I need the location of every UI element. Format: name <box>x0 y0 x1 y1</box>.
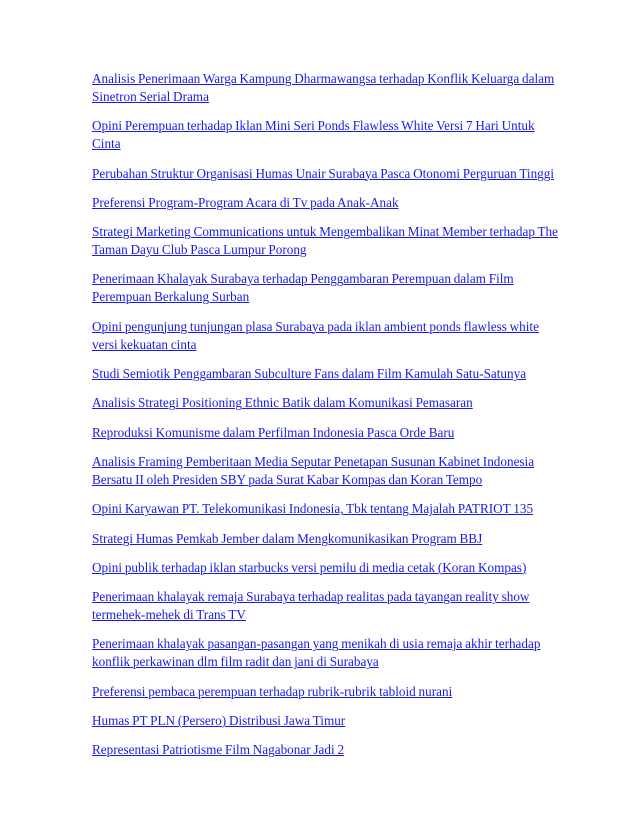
list-item <box>92 365 562 383</box>
title-link[interactable]: Opini Perempuan terhadap Iklan Mini Seri Ponds Flawless White Versi 7 Hari Untuk Cinta <box>92 118 535 152</box>
list-item <box>92 165 562 183</box>
title-link[interactable]: Strategi Marketing Communications untuk Mengembalikan Minat Member terhadap The Taman Dayu Club Pasca Lumpur Porong <box>92 224 559 258</box>
title-link[interactable]: Analisis Strategi Positioning Ethnic Batik dalam Komunikasi Pemasaran <box>92 395 473 411</box>
list-item <box>92 318 562 354</box>
list-item <box>92 559 562 577</box>
list-item <box>92 712 562 730</box>
list-item <box>92 424 562 442</box>
list-item <box>92 683 562 701</box>
title-link[interactable]: Studi Semiotik Penggambaran Subculture Fans dalam Film Kamulah Satu-Satunya <box>92 366 527 382</box>
list-item <box>92 70 562 106</box>
document-page <box>92 70 562 771</box>
list-item <box>92 500 562 518</box>
list-item <box>92 270 562 306</box>
title-link[interactable]: Penerimaan khalayak pasangan-pasangan yang menikah di usia remaja akhir terhadap konflik perkawinan dlm film radit dan jani di Surabaya <box>92 636 541 670</box>
title-link[interactable]: Humas PT PLN (Persero) Distribusi Jawa Timur <box>92 713 346 729</box>
title-link[interactable]: Opini Karyawan PT. Telekomunikasi Indonesia, Tbk tentang Majalah PATRIOT 135 <box>92 501 534 517</box>
list-item <box>92 530 562 548</box>
title-link[interactable]: Representasi Patriotisme Film Nagabonar Jadi 2 <box>92 742 345 758</box>
list-item <box>92 394 562 412</box>
title-link[interactable]: Penerimaan Khalayak Surabaya terhadap Penggambaran Perempuan dalam Film Perempuan Berkalung Surban <box>92 271 514 305</box>
list-item <box>92 588 562 624</box>
list-item <box>92 117 562 153</box>
title-link[interactable]: Analisis Framing Pemberitaan Media Seputar Penetapan Susunan Kabinet Indonesia Bersatu II oleh Presiden SBY pada Surat Kabar Kompas dan Koran Tempo <box>92 453 535 487</box>
title-link[interactable]: Strategi Humas Pemkab Jember dalam Mengkomunikasikan Program BBJ <box>92 530 483 546</box>
title-link[interactable]: Preferensi Program-Program Acara di Tv pada Anak-Anak <box>92 194 399 210</box>
list-item <box>92 223 562 259</box>
list-item <box>92 635 562 671</box>
title-link[interactable]: Opini pengunjung tunjungan plasa Surabaya pada iklan ambient ponds flawless white versi kekuatan cinta <box>92 318 539 352</box>
title-link[interactable]: Preferensi pembaca perempuan terhadap rubrik-rubrik tabloid nurani <box>92 683 453 699</box>
title-link[interactable]: Reproduksi Komunisme dalam Perfilman Indonesia Pasca Orde Baru <box>92 424 455 440</box>
title-link[interactable]: Penerimaan khalayak remaja Surabaya terhadap realitas pada tayangan reality show termehek-mehek di Trans TV <box>92 589 530 623</box>
title-link[interactable]: Opini publik terhadap iklan starbucks versi pemilu di media cetak (Koran Kompas) <box>92 559 527 575</box>
title-link[interactable]: Perubahan Struktur Organisasi Humas Unair Surabaya Pasca Otonomi Perguruan Tinggi <box>92 165 555 181</box>
list-item <box>92 741 562 759</box>
thesis-title-list <box>92 70 562 759</box>
list-item <box>92 453 562 489</box>
title-link[interactable]: Analisis Penerimaan Warga Kampung Dharmawangsa terhadap Konflik Keluarga dalam Sinetron Serial Drama <box>92 71 555 104</box>
list-item <box>92 194 562 212</box>
